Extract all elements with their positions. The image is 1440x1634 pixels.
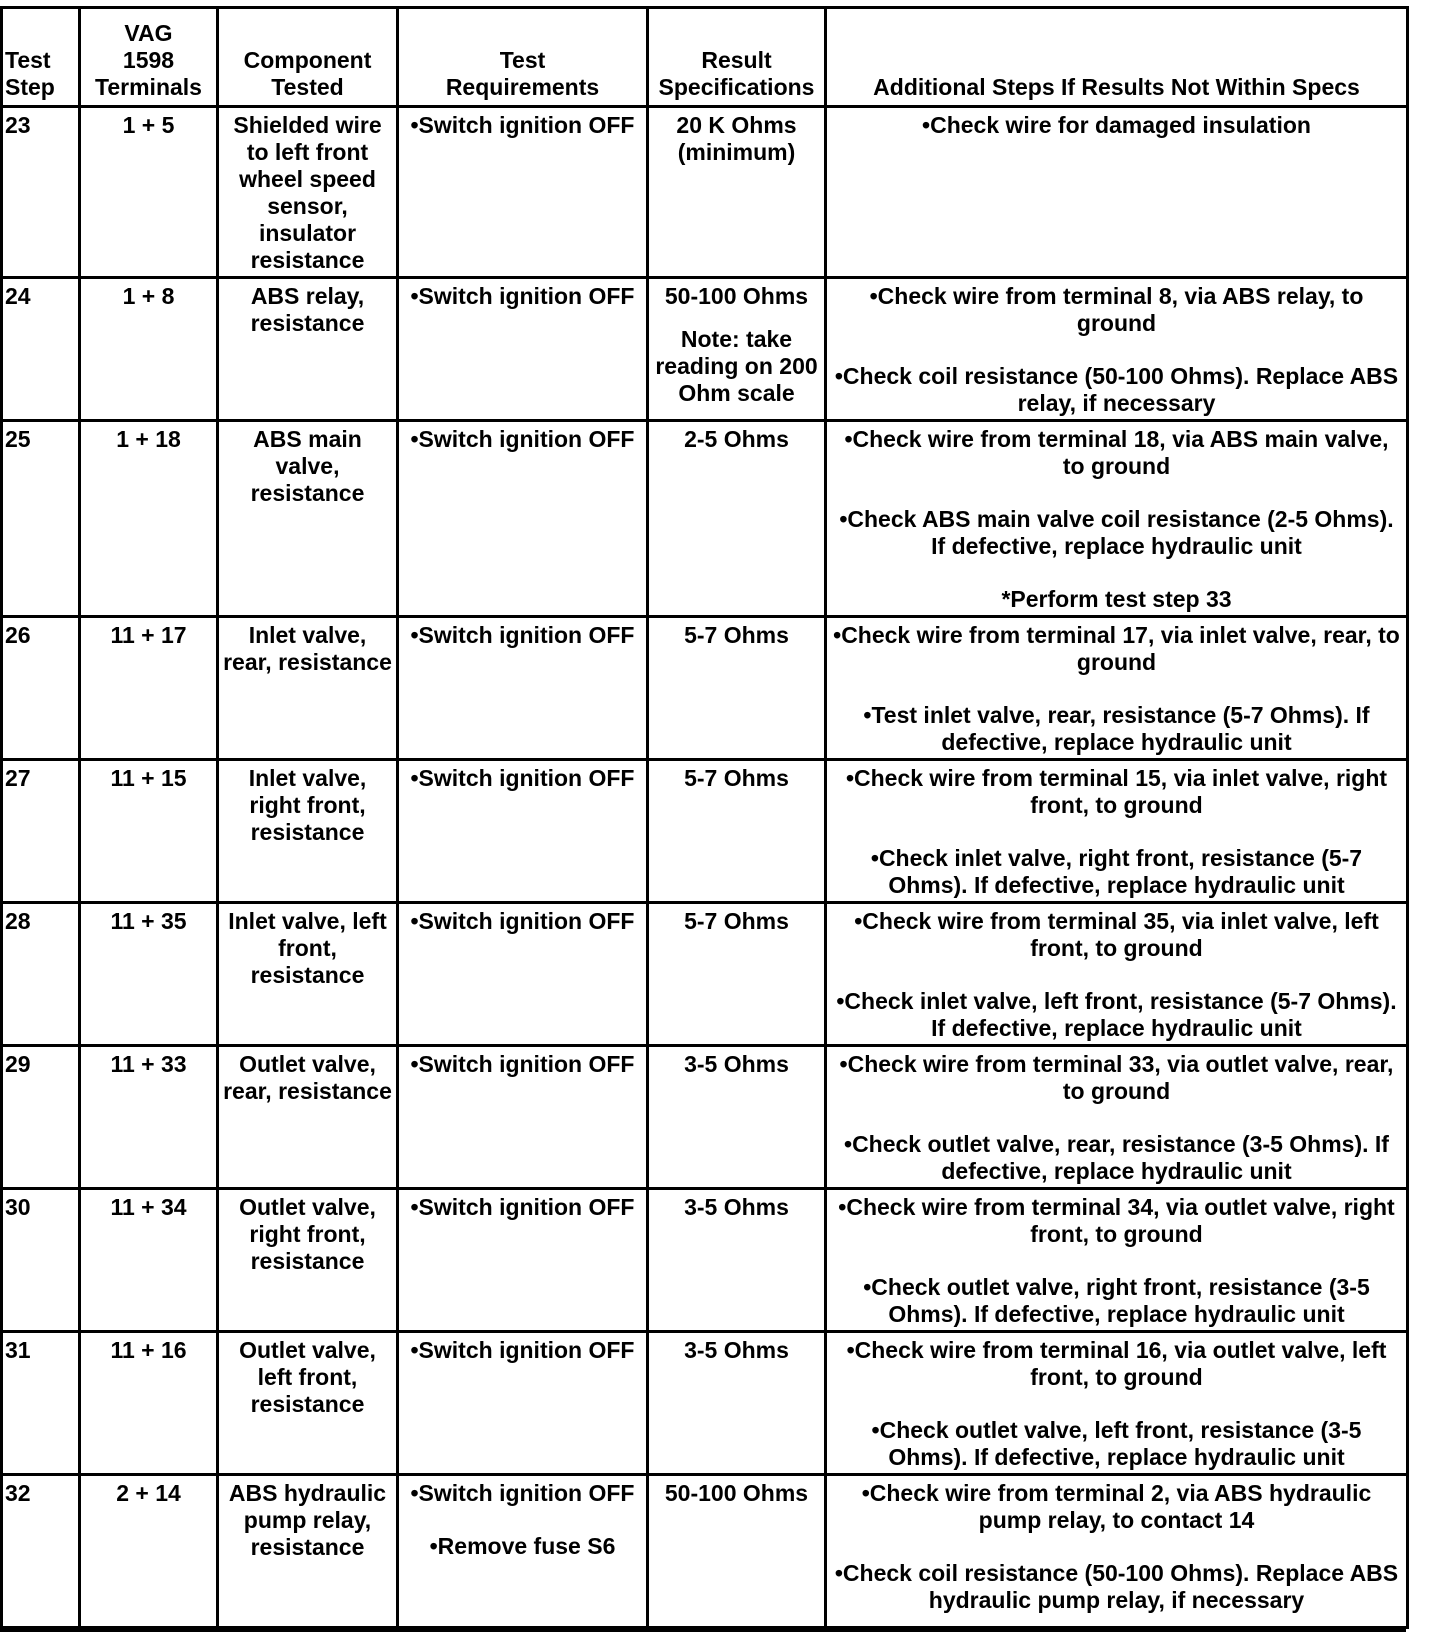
vag-terminals: 2 + 14	[80, 1475, 218, 1628]
vag-terminals: 11 + 15	[80, 760, 218, 903]
test-requirements: •Switch ignition OFF	[398, 617, 648, 760]
result-spec: 20 K Ohms (minimum)	[648, 107, 826, 278]
test-requirements: •Switch ignition OFF •Remove fuse S6	[398, 1475, 648, 1628]
abs-test-sheet	[0, 6, 1406, 1629]
component-tested: Inlet valve, rear, resistance	[218, 617, 398, 760]
bottom-rule	[0, 1629, 1406, 1632]
step-number: 23	[2, 107, 80, 278]
table-row	[2, 760, 1408, 903]
header-test-step: Test Step	[2, 8, 80, 107]
step-number: 29	[2, 1046, 80, 1189]
additional-steps: •Check wire from terminal 8, via ABS relay, to ground •Check coil resistance (50-100 Ohms). Replace ABS relay, if necessary	[826, 278, 1408, 421]
test-requirements: •Switch ignition OFF	[398, 1189, 648, 1332]
additional-steps: •Check wire from terminal 18, via ABS main valve, to ground •Check ABS main valve coil resistance (2-5 Ohms). If defective, replace hydraulic unit *Perform test step 33	[826, 421, 1408, 617]
result-spec: 3-5 Ohms	[648, 1332, 826, 1475]
test-requirements: •Switch ignition OFF	[398, 760, 648, 903]
additional-steps: •Check wire from terminal 16, via outlet valve, left front, to ground •Check outlet valve, left front, resistance (3-5 Ohms). If defective, replace hydraulic unit	[826, 1332, 1408, 1475]
table-row	[2, 1475, 1408, 1628]
component-tested: Shielded wire to left front wheel speed sensor, insulator resistance	[218, 107, 398, 278]
result-spec: 3-5 Ohms	[648, 1189, 826, 1332]
header-vag-terminals: VAG 1598 Terminals	[80, 8, 218, 107]
table-row	[2, 903, 1408, 1046]
component-tested: ABS main valve, resistance	[218, 421, 398, 617]
header-result-specifications: Result Specifications	[648, 8, 826, 107]
vag-terminals: 11 + 16	[80, 1332, 218, 1475]
test-requirements: •Switch ignition OFF	[398, 1046, 648, 1189]
step-number: 30	[2, 1189, 80, 1332]
additional-steps: •Check wire from terminal 35, via inlet valve, left front, to ground •Check inlet valve, left front, resistance (5-7 Ohms). If defective, replace hydraulic unit	[826, 903, 1408, 1046]
result-note: Note: take reading on 200 Ohm scale	[655, 326, 818, 406]
table-row	[2, 1332, 1408, 1475]
step-number: 32	[2, 1475, 80, 1628]
component-tested: Inlet valve, left front, resistance	[218, 903, 398, 1046]
additional-steps: •Check wire from terminal 17, via inlet valve, rear, to ground •Test inlet valve, rear, resistance (5-7 Ohms). If defective, replace hydraulic unit	[826, 617, 1408, 760]
step-number: 24	[2, 278, 80, 421]
additional-steps: •Check wire from terminal 15, via inlet valve, right front, to ground •Check inlet valve, right front, resistance (5-7 Ohms). If defective, replace hydraulic unit	[826, 760, 1408, 903]
step-number: 27	[2, 760, 80, 903]
component-tested: ABS relay, resistance	[218, 278, 398, 421]
header-row	[2, 8, 1408, 107]
header-component-tested: Component Tested	[218, 8, 398, 107]
component-tested: Outlet valve, right front, resistance	[218, 1189, 398, 1332]
abs-diagnostic-table	[0, 6, 1409, 1629]
result-spec: 2-5 Ohms	[648, 421, 826, 617]
component-tested: Outlet valve, left front, resistance	[218, 1332, 398, 1475]
vag-terminals: 11 + 35	[80, 903, 218, 1046]
additional-steps: •Check wire for damaged insulation	[826, 107, 1408, 278]
test-requirements: •Switch ignition OFF	[398, 903, 648, 1046]
result-spec: 5-7 Ohms	[648, 617, 826, 760]
result-spec: 50-100 Ohms Note: take reading on 200 Ohm scale	[648, 278, 826, 421]
vag-terminals: 1 + 8	[80, 278, 218, 421]
test-requirements: •Switch ignition OFF	[398, 278, 648, 421]
vag-terminals: 11 + 17	[80, 617, 218, 760]
header-additional-steps: Additional Steps If Results Not Within Specs	[826, 8, 1408, 107]
result-spec: 5-7 Ohms	[648, 760, 826, 903]
table-row	[2, 278, 1408, 421]
result-spec: 3-5 Ohms	[648, 1046, 826, 1189]
step-number: 26	[2, 617, 80, 760]
vag-terminals: 11 + 34	[80, 1189, 218, 1332]
additional-steps: •Check wire from terminal 33, via outlet valve, rear, to ground •Check outlet valve, rear, resistance (3-5 Ohms). If defective, replace hydraulic unit	[826, 1046, 1408, 1189]
table-row	[2, 617, 1408, 760]
step-number: 25	[2, 421, 80, 617]
component-tested: ABS hydraulic pump relay, resistance	[218, 1475, 398, 1628]
additional-steps: •Check wire from terminal 34, via outlet valve, right front, to ground •Check outlet valve, right front, resistance (3-5 Ohms). If defective, replace hydraulic unit	[826, 1189, 1408, 1332]
result-spec: 5-7 Ohms	[648, 903, 826, 1046]
table-row	[2, 107, 1408, 278]
additional-steps: •Check wire from terminal 2, via ABS hydraulic pump relay, to contact 14 •Check coil resistance (50-100 Ohms). Replace ABS hydraulic pump relay, if necessary	[826, 1475, 1408, 1628]
test-requirements: •Switch ignition OFF	[398, 107, 648, 278]
vag-terminals: 11 + 33	[80, 1046, 218, 1189]
table-row	[2, 1046, 1408, 1189]
test-requirements: •Switch ignition OFF	[398, 1332, 648, 1475]
table-row	[2, 1189, 1408, 1332]
component-tested: Inlet valve, right front, resistance	[218, 760, 398, 903]
header-test-requirements: Test Requirements	[398, 8, 648, 107]
step-number: 31	[2, 1332, 80, 1475]
test-requirements: •Switch ignition OFF	[398, 421, 648, 617]
result-spec: 50-100 Ohms	[648, 1475, 826, 1628]
step-number: 28	[2, 903, 80, 1046]
table-row	[2, 421, 1408, 617]
vag-terminals: 1 + 18	[80, 421, 218, 617]
vag-terminals: 1 + 5	[80, 107, 218, 278]
component-tested: Outlet valve, rear, resistance	[218, 1046, 398, 1189]
